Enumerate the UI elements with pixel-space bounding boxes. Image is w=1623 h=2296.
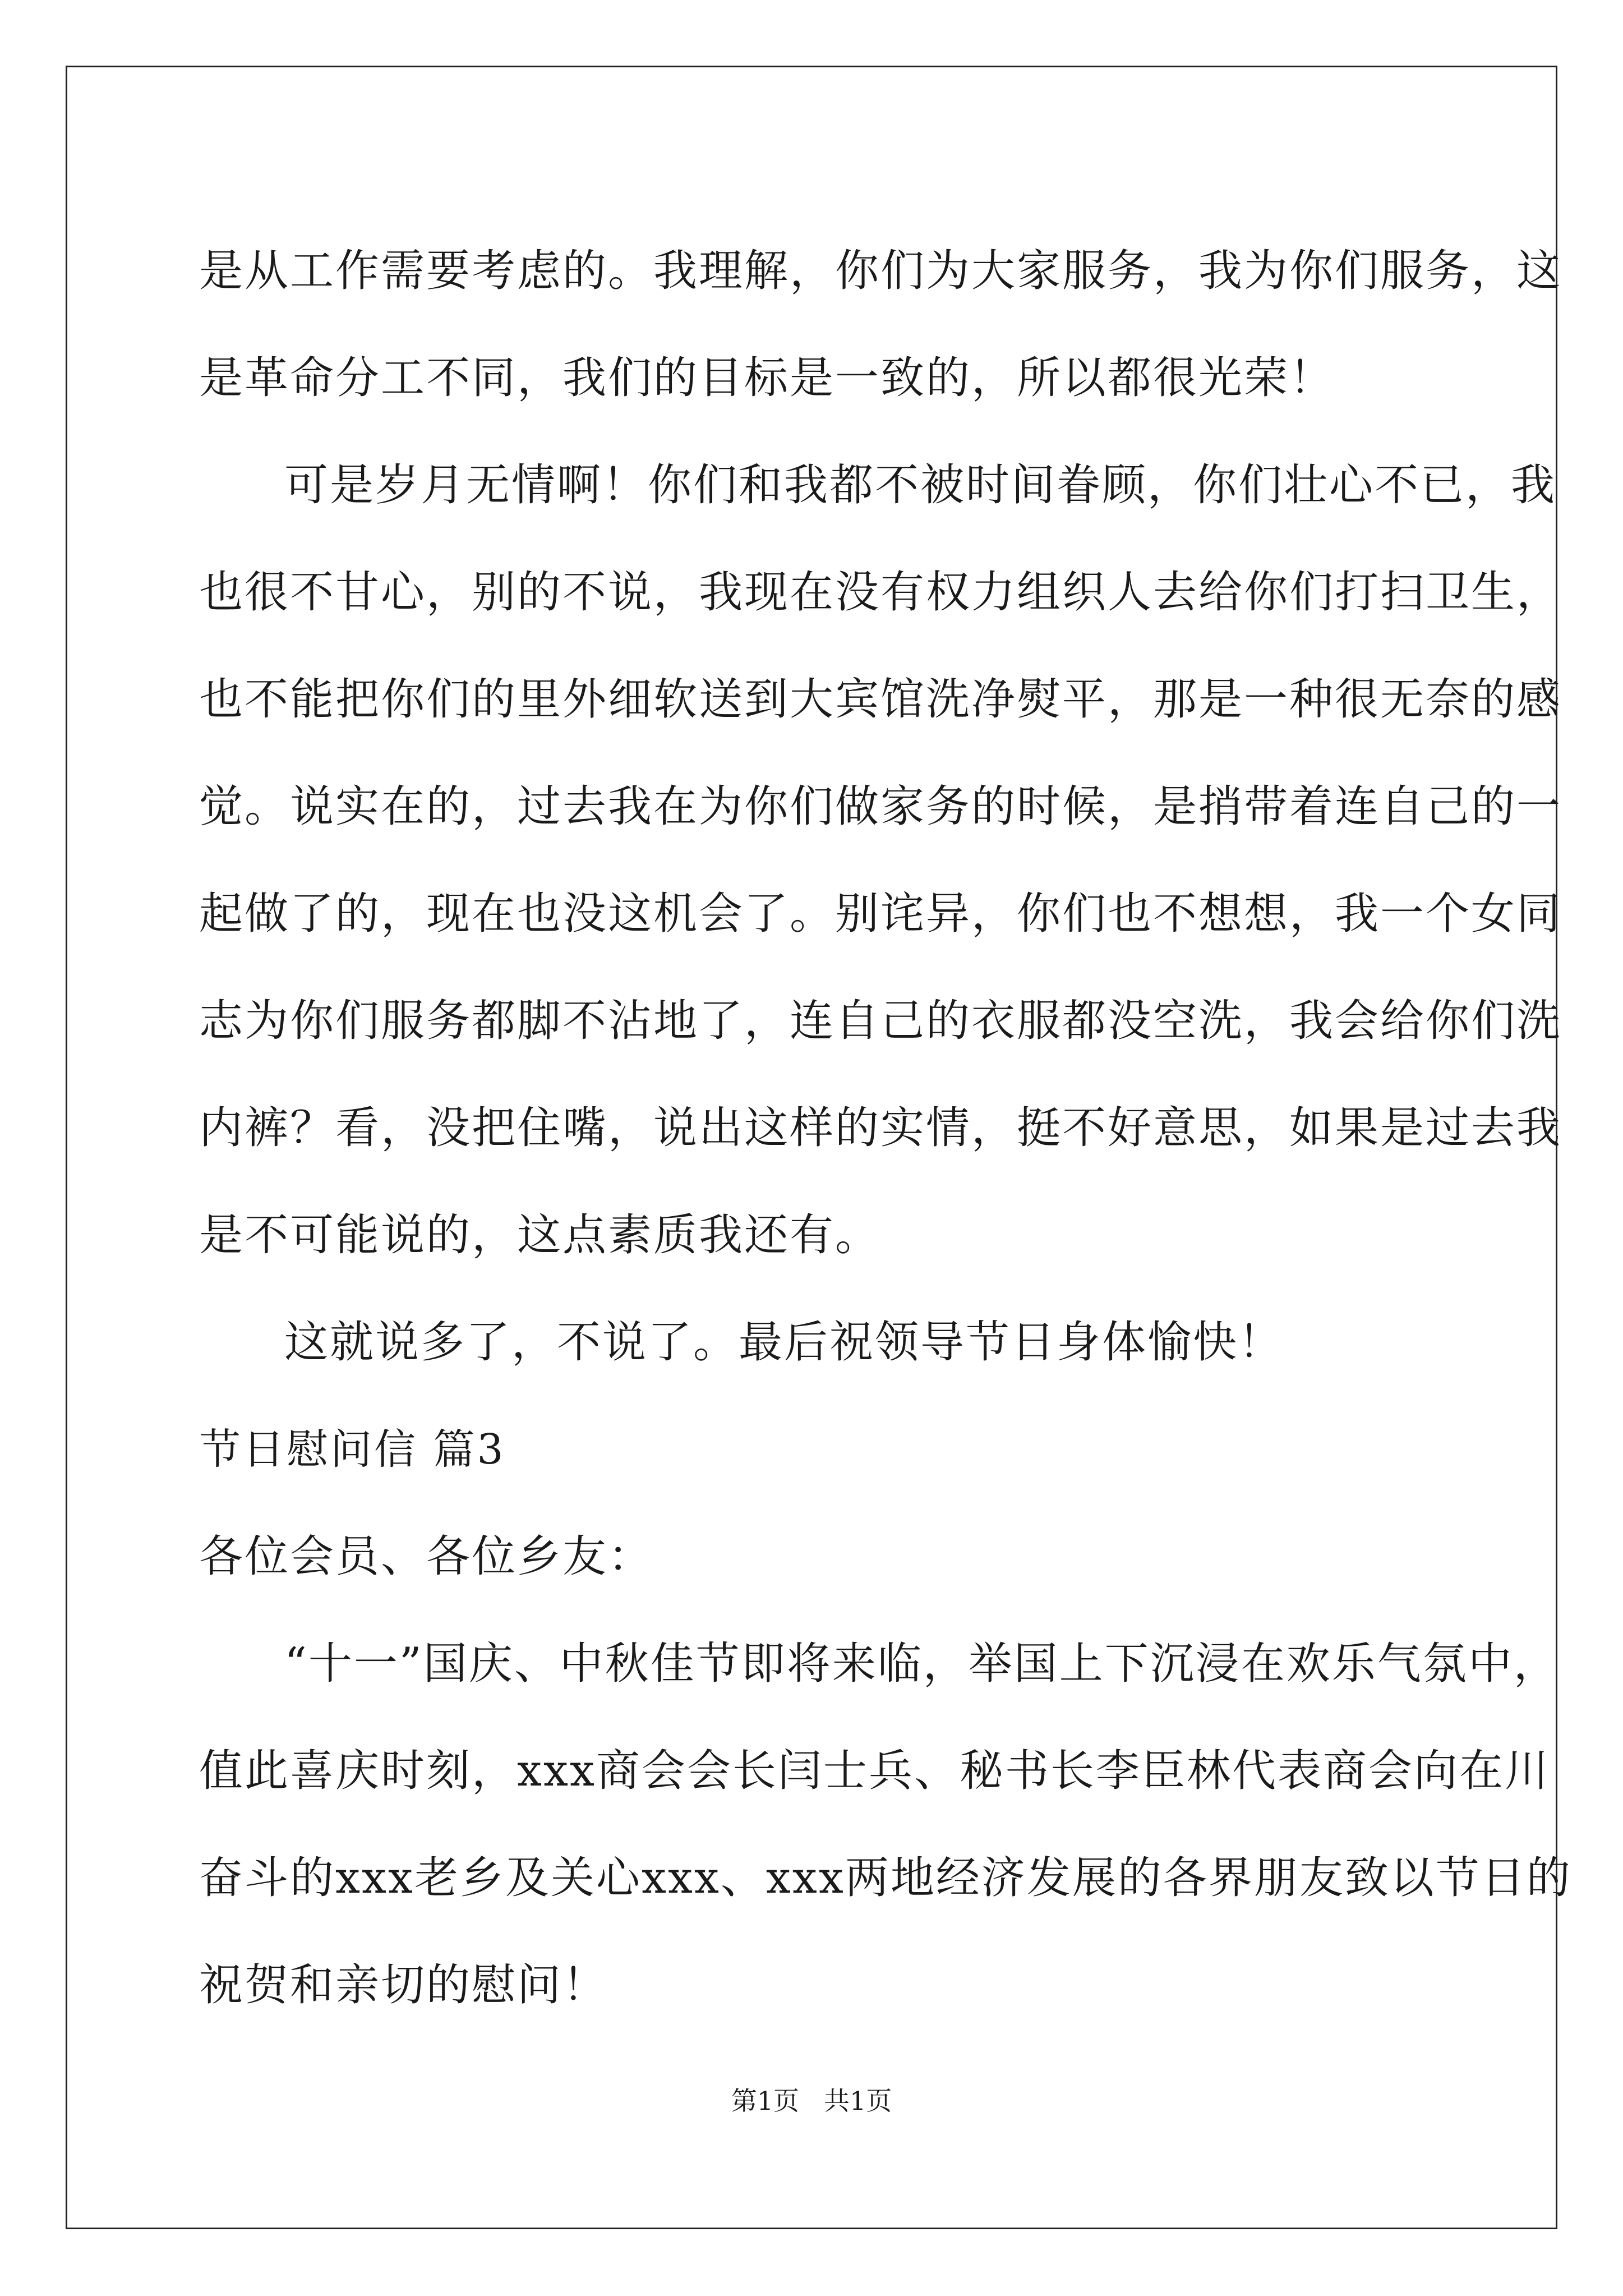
text-line-8: 志为你们服务都脚不沾地了，连自己的衣服都没空洗，我会给你们洗	[199, 996, 1562, 1046]
text-line-11: 这就说多了，不说了。最后祝领导节日身体愉快！	[284, 1317, 1284, 1368]
text-line-17: 祝贺和亲切的慰问！	[199, 1960, 608, 2010]
text-line-10: 是不可能说的，这点素质我还有。	[199, 1210, 881, 1260]
text-line-3: 可是岁月无情啊！你们和我都不被时间眷顾，你们壮心不已，我	[284, 460, 1557, 510]
text-line-7: 起做了的，现在也没这机会了。别诧异，你们也不想想，我一个女同	[199, 889, 1562, 939]
text-line-9: 内裤？看，没把住嘴，说出这样的实情，挺不好意思，如果是过去我	[199, 1103, 1562, 1153]
salutation: 各位会员、各位乡友：	[199, 1531, 654, 1582]
document-body	[199, 218, 1572, 2039]
page-footer	[0, 2084, 1623, 2118]
text-line-5: 也不能把你们的里外细软送到大宾馆洗净熨平，那是一种很无奈的感	[199, 674, 1562, 725]
text-line-15: 值此喜庆时刻，xxx商会会长闫士兵、秘书长李臣林代表商会向在川	[199, 1746, 1550, 1796]
text-line-1: 是从工作需要考虑的。我理解，你们为大家服务，我为你们服务，这	[199, 246, 1562, 296]
text-line-2: 是革命分工不同，我们的目标是一致的，所以都很光荣！	[199, 353, 1335, 403]
text-line-14: “十一”国庆、中秋佳节即将来临，举国上下沉浸在欢乐气氛中，	[284, 1639, 1559, 1689]
page-total: 共1页	[824, 2086, 892, 2116]
text-line-16: 奋斗的xxx老乡及关心xxx、xxx两地经济发展的各界朋友致以节日的	[199, 1853, 1572, 1903]
section-heading: 节日慰问信 篇3	[199, 1425, 506, 1474]
text-line-4: 也很不甘心，别的不说，我现在没有权力组织人去给你们打扫卫生，	[199, 567, 1562, 618]
page-number: 第1页	[731, 2086, 799, 2116]
text-line-6: 觉。说实在的，过去我在为你们做家务的时候，是捎带着连自己的一	[199, 781, 1562, 832]
